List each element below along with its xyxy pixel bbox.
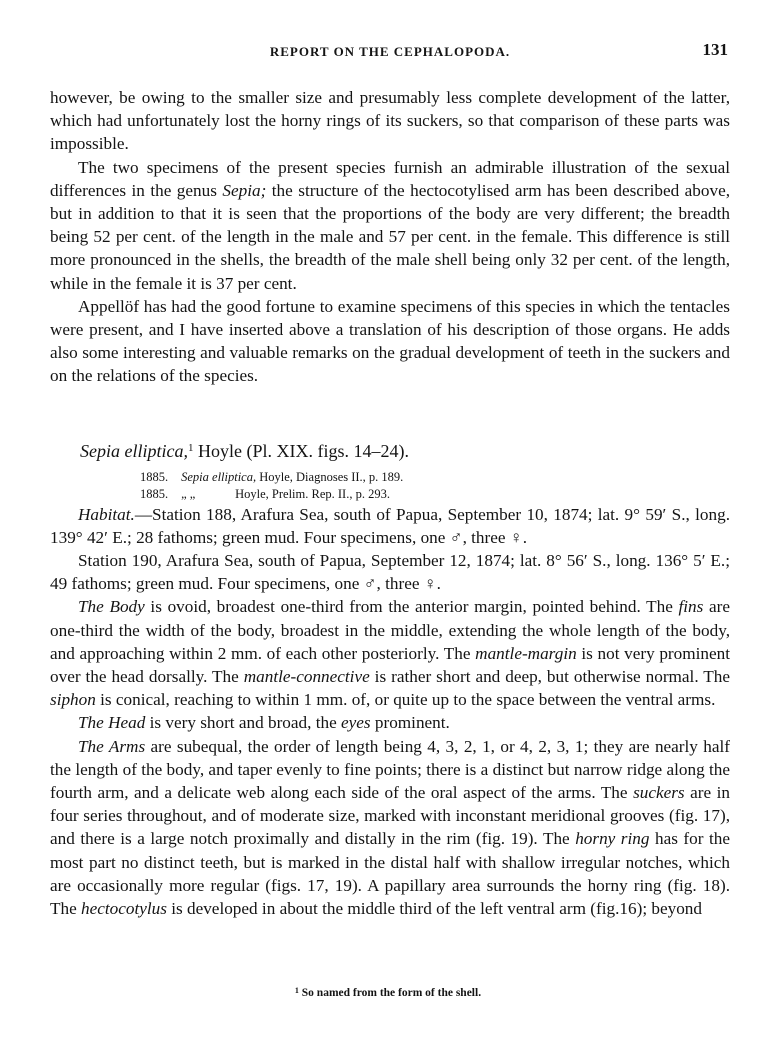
- ditto-marks: „ „: [181, 486, 196, 501]
- paragraph-text: are subequal, the order of length being 4, 3, 2, 1, or 4, 2, 3, 1; they are nearly half the length of the body, and taper evenly to fine points; there is a distinct but narrow ridge along the fourth arm, and a delicate web along each side of the oral aspect of the arms. The: [50, 736, 730, 803]
- document-page: [50, 38, 730, 920]
- paragraph-text: The two specimens of the present species furnish an admirable illustration of the sexual differences in the genus: [50, 157, 730, 200]
- reference-year: 1885.: [140, 469, 169, 484]
- term-fins: fins: [678, 597, 704, 617]
- habitat-station-188: [50, 503, 730, 549]
- footnote-marker: 1: [187, 441, 194, 454]
- reference-name: Sepia elliptica,: [181, 469, 257, 484]
- paragraph-text: prominent.: [370, 713, 450, 733]
- reference-text: Hoyle, Diagnoses II., p. 189.: [256, 469, 404, 484]
- body-text: [50, 86, 730, 920]
- page-header: [50, 38, 730, 64]
- term-eyes: eyes: [341, 713, 371, 733]
- habitat-label: Habitat.: [78, 504, 135, 524]
- paragraph-continuation: however, be owing to the smaller size and presumably less complete development of the latter, which had unfortunately lost the horny rings of its suckers, so that comparison of these parts was impossible.: [50, 88, 730, 154]
- species-heading: [50, 436, 730, 463]
- paragraph-text: are one-third the width of the body, broadest in the middle, extending the whole length of the body, and approaching within 2 mm. of each other posteriorly. The: [50, 597, 730, 663]
- paragraph-text: is rather short and deep, but otherwise normal. The: [369, 667, 730, 687]
- page-number: 131: [702, 40, 728, 59]
- running-head: REPORT ON THE CEPHALOPODA.: [269, 44, 511, 59]
- term-mantle-connective: mantle-connective: [243, 667, 370, 687]
- habitat-station-190: Station 190, Arafura Sea, south of Papua, September 12, 1874; lat. 8° 56′ S., long. 136° 5′ E.; 49 fathoms; green mud. Four specimens, one ♂, three ♀.: [50, 551, 730, 594]
- term-body: The Body: [78, 597, 145, 617]
- reference-year: 1885.: [140, 486, 169, 501]
- species-authority: Hoyle (Pl. XIX. figs. 14–24).: [193, 440, 409, 461]
- term-siphon: siphon: [50, 690, 96, 710]
- paragraph-text: is very short and broad, the: [145, 713, 342, 733]
- paragraph-text: is developed in about the middle third of the left ventral arm (fig.16); beyond: [166, 899, 702, 919]
- synonymy-entry: [140, 486, 730, 503]
- paragraph-head: [50, 711, 730, 734]
- term-mantle-margin: mantle-margin: [475, 643, 577, 663]
- paragraph-text: has for the most part no distinct teeth, but is marked in the distal half with shallow irregular notches, which are occasionally more regular (figs. 17, 19). A papillary area surrounds the horny ring (fig. 18). The: [50, 829, 730, 919]
- paragraph-body: [50, 595, 730, 711]
- habitat-text: —Station 188, Arafura Sea, south of Papua, September 10, 1874; lat. 9° 59′ S., long. 139° 42′ E.; 28 fathoms; green mud. Four specimens, one ♂, three ♀.: [50, 504, 730, 547]
- paragraph-arms: [50, 735, 730, 921]
- paragraph-text: is not very prominent over the head dorsally. The: [50, 643, 730, 687]
- term-head: The Head: [78, 713, 146, 733]
- paragraph-sexual-differences: [50, 156, 730, 295]
- paragraph-text: the structure of the hectocotylised arm has been described above, but in addition to that it is seen that the proportions of the body are very different; the breadth being 52 per cent. of the length in the male and 57 per cent. in the female. This difference is still more pronounced in the shells, the breadth of the male shell being only 32 per cent. of the length, while in the female it is 37 per cent.: [50, 180, 731, 293]
- term-horny-ring: horny ring: [575, 829, 650, 849]
- footnote: [0, 986, 776, 999]
- paragraph-appellof: Appellöf has had the good fortune to examine specimens of this species in which the tentacles were present, and I have inserted above a translation of his description of those organs. He adds also some interesting and valuable remarks on the gradual development of teeth in the suckers and on the relations of the species.: [50, 296, 730, 386]
- paragraph-text: is conical, reaching to within 1 mm. of, or quite up to the space between the ventral arms.: [95, 690, 716, 710]
- species-name: Sepia elliptica,: [80, 440, 188, 461]
- synonymy-list: [50, 469, 730, 503]
- term-arms: The Arms: [78, 736, 146, 756]
- footnote-marker: 1: [294, 986, 299, 995]
- footnote-text: So named from the form of the shell.: [298, 987, 482, 999]
- paragraph-text: are in four series throughout, and of moderate size, marked with inconstant meridional grooves (fig. 17), and there is a large notch proximally and distally in the rim (fig. 19). The: [50, 783, 730, 849]
- genus-name: Sepia;: [222, 180, 267, 200]
- term-suckers: suckers: [633, 783, 685, 803]
- paragraph-text: is ovoid, broadest one-third from the anterior margin, pointed behind. The: [144, 597, 679, 617]
- reference-text: Hoyle, Prelim. Rep. II., p. 293.: [235, 486, 390, 501]
- term-hectocotylus: hectocotylus: [81, 899, 167, 919]
- synonymy-entry: [140, 469, 730, 486]
